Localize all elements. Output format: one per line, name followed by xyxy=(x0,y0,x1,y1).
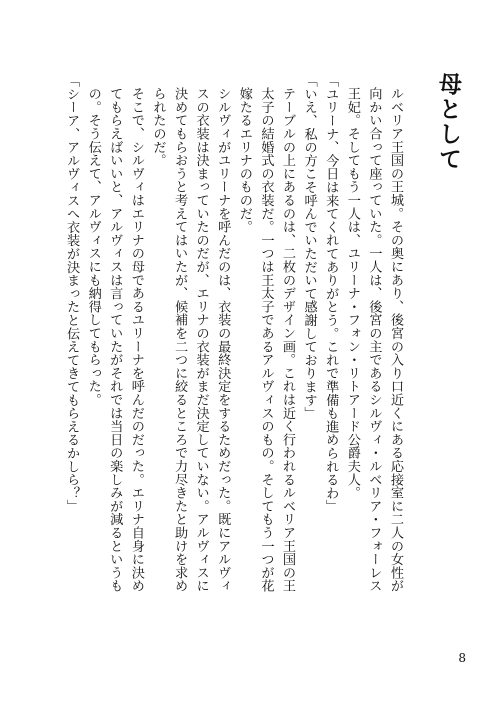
page-number: 8 xyxy=(458,651,466,665)
paragraph: 「ユリーナ、今日は来てくれてありがとう。これで準備も進められるわ」 xyxy=(323,74,339,513)
paragraph: 「シーア、アルヴィスへ衣装が決まったと伝えてきてもらえるかしら？」 xyxy=(64,74,80,513)
paragraph: シルヴィがユリーナを呼んだのは、衣装の最終決定をするためだった。既にアルヴィスの衣装は決まっていたのだが、エリナの衣装がまだ決定していない。アルヴィスに決めてもらおうと考えてはいたが、候補を二つに絞るところで力尽きたと助けを求められたのだ。 xyxy=(150,87,231,593)
paragraph: そこで、シルヴィはエリナの母であるユリーナを呼んだのだった。エリナ自身に決めてもらえばいいと、アルヴィスは言っていたがそれでは当日の楽しみが減るというもの。そう伝えて、アルヴィスにも納得してもらった。 xyxy=(85,87,144,593)
paragraph: 「いえ、私の方こそ呼んでいただいて感謝しております」 xyxy=(301,74,317,420)
paragraph: テーブルの上にあるのは、二枚のデザイン画。これは近く行われるルベリア王国の王太子の結婚式の衣装だ。一つは王太子であるアルヴィスのもの。そしてもう一つが花嫁たるエリナのものだ。 xyxy=(236,87,296,593)
paragraph: ルベリア王国の王城。その奥にあり、後宮の入り口近くにある応接室に二人の女性が向かい合って座っていた。一人は、後宮の主であるシルヴィ・ルベリア・フォーレス王妃。そしてもう一人は、ユリーナ・フォン・リトアード公爵夫人。 xyxy=(344,87,403,593)
chapter-title: 母として xyxy=(435,72,462,172)
body-text xyxy=(46,74,406,596)
